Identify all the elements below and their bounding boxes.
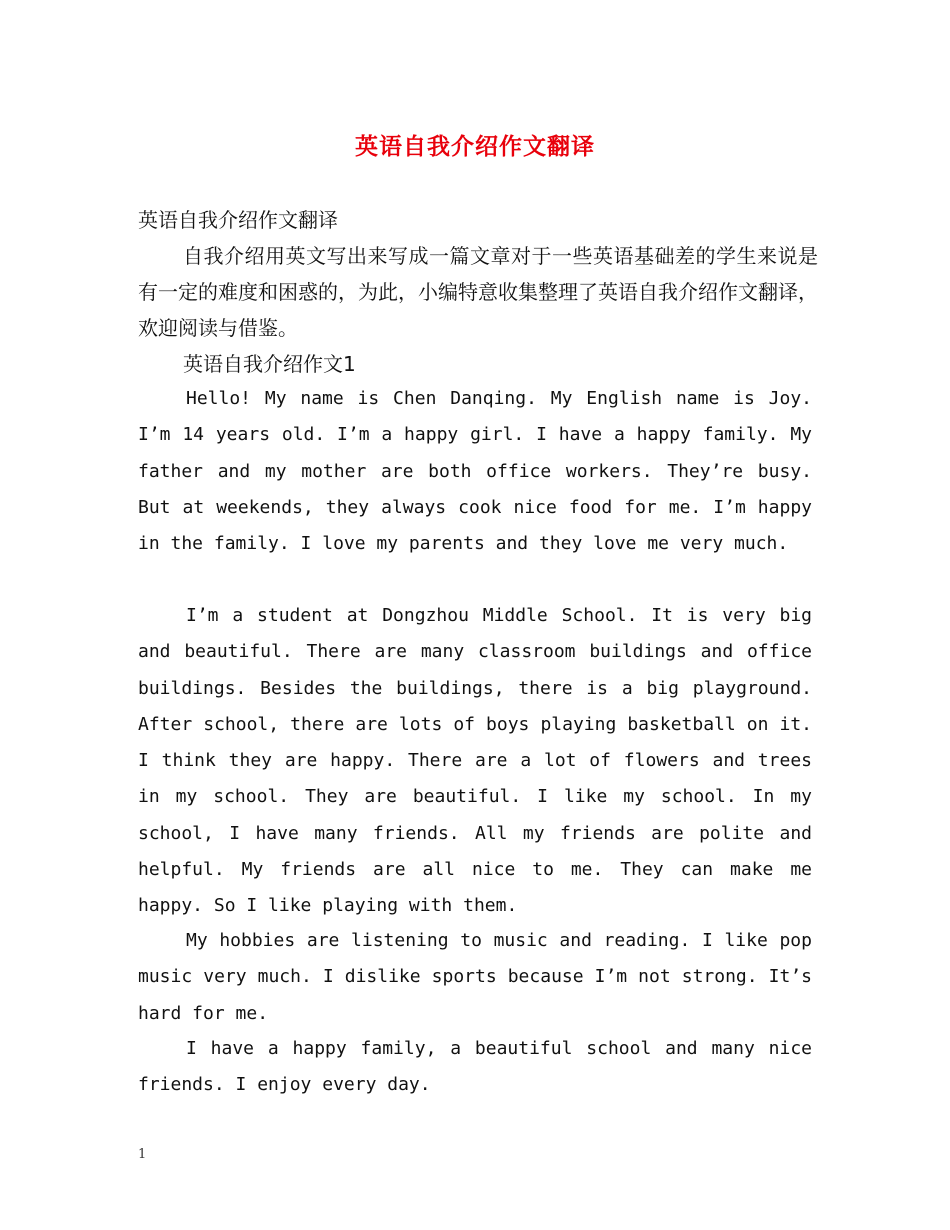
paragraph-1: Hello! My name is Chen Danqing. My English name is Joy. I’m 14 years old. I’m a happy girl. I have a happy family. My father and my mother are both office workers. They’re busy. But at weekends, they always cook nice food for me. I’m happy in the family. I love my parents and they love me very much. xyxy=(138,388,812,555)
section-heading: 英语自我介绍作文1 xyxy=(183,352,356,376)
page-number: 1 xyxy=(138,1147,147,1162)
subtitle: 英语自我介绍作文翻译 xyxy=(138,208,338,232)
paragraph-3: My hobbies are listening to music and reading. I like pop music very much. I dislike sports because I’m not strong. It’s hard for me. xyxy=(138,930,812,1024)
paragraph-4: I have a happy family, a beautiful school and many nice friends. I enjoy every day. xyxy=(138,1038,812,1096)
paragraph-2: I’m a student at Dongzhou Middle School. It is very big and beautiful. There are many classroom buildings and office buildings. Besides the buildings, there is a big playground. After school, there are lots of boys playing basketball on it. I think they are happy. There are a lot of flowers and trees in my school. They are beautiful. I like my school. In my school, I have many friends. All my friends are polite and helpful. My friends are all nice to me. They can make me happy. So I like playing with them. xyxy=(138,605,812,917)
document-title: 英语自我介绍作文翻译 xyxy=(355,133,595,160)
intro-paragraph: 自我介绍用英文写出来写成一篇文章对于一些英语基础差的学生来说是有一定的难度和困惑的，为此，小编特意收集整理了英语自我介绍作文翻译，欢迎阅读与借鉴。 xyxy=(138,244,818,340)
